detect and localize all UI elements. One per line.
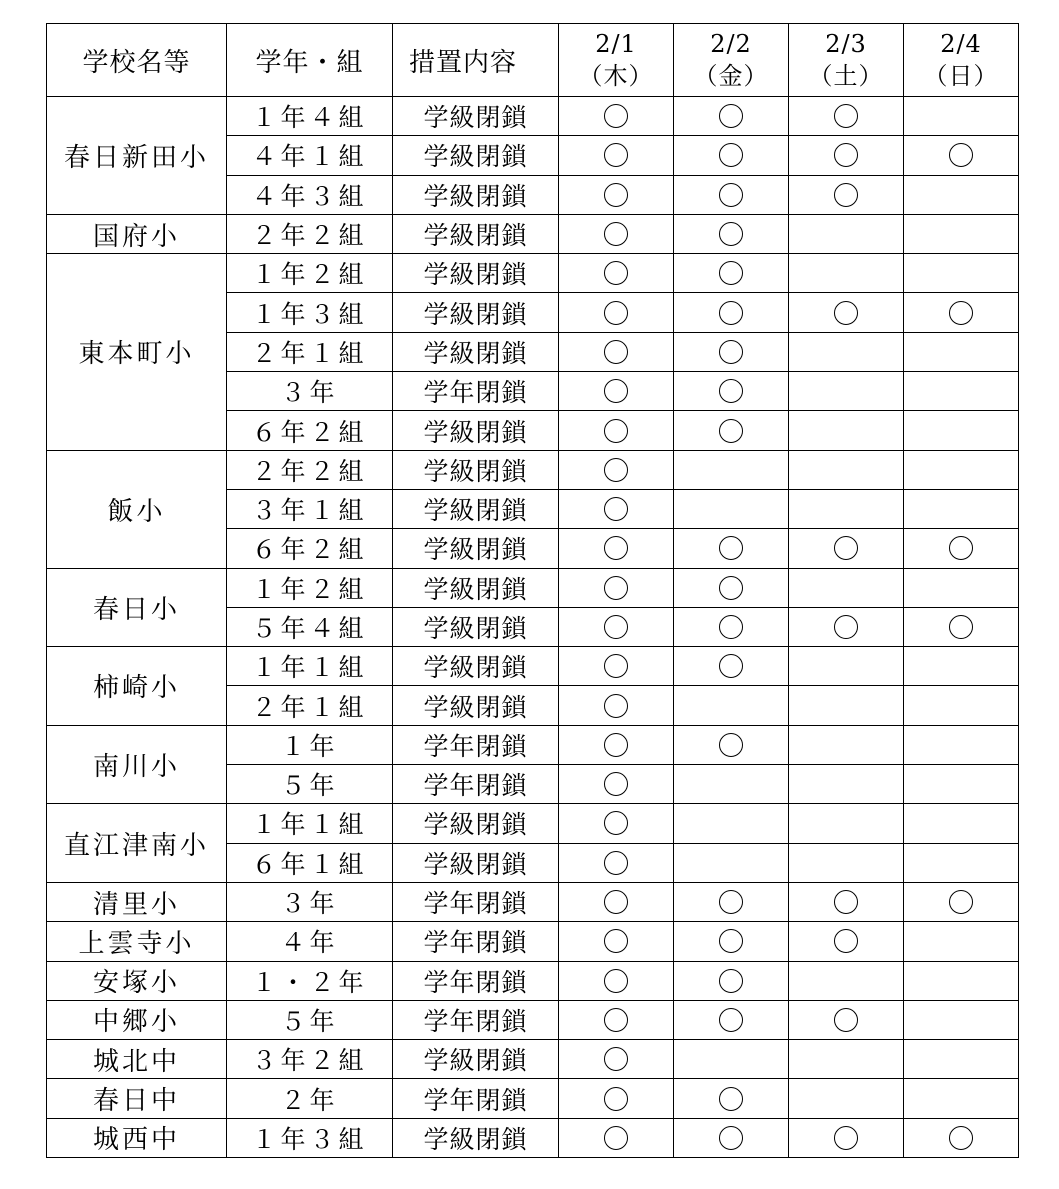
grade-cell: ２年２組 <box>227 450 393 489</box>
measure-cell: 学級閉鎖 <box>393 804 559 843</box>
school-name-cell: 飯小 <box>47 450 227 568</box>
closed-circle-mark <box>604 419 628 443</box>
day-cell <box>559 607 674 646</box>
table-row <box>47 647 1019 686</box>
school-name-cell: 中郷小 <box>47 1000 227 1039</box>
closed-circle-mark <box>949 301 973 325</box>
day-cell <box>789 607 904 646</box>
table-row <box>47 922 1019 961</box>
day-cell <box>674 1000 789 1039</box>
day-cell <box>904 1000 1019 1039</box>
day-cell <box>904 214 1019 253</box>
table-row <box>47 961 1019 1000</box>
closed-circle-mark <box>604 811 628 835</box>
table-row <box>47 804 1019 843</box>
day-cell <box>789 97 904 136</box>
closed-circle-mark <box>719 261 743 285</box>
closed-circle-mark <box>604 1087 628 1111</box>
day-cell <box>789 450 904 489</box>
day-header-3 <box>789 24 904 97</box>
day-cell <box>559 961 674 1000</box>
closed-circle-mark <box>604 1008 628 1032</box>
measure-cell: 学級閉鎖 <box>393 568 559 607</box>
closed-circle-mark <box>949 536 973 560</box>
day-cell <box>674 843 789 882</box>
day-cell <box>674 607 789 646</box>
day-header-2 <box>674 24 789 97</box>
closed-circle-mark <box>719 143 743 167</box>
closed-circle-mark <box>604 576 628 600</box>
day-cell <box>674 961 789 1000</box>
day-cell <box>904 97 1019 136</box>
closed-circle-mark <box>604 340 628 364</box>
day-cell <box>904 489 1019 528</box>
closed-circle-mark <box>719 969 743 993</box>
day-cell <box>559 332 674 371</box>
closed-circle-mark <box>949 143 973 167</box>
day-cell <box>904 961 1019 1000</box>
day-cell <box>789 1079 904 1118</box>
school-name-cell: 城北中 <box>47 1040 227 1079</box>
day-cell <box>559 843 674 882</box>
day-cell <box>559 529 674 568</box>
measure-cell: 学年閉鎖 <box>393 1000 559 1039</box>
closed-circle-mark <box>719 890 743 914</box>
day-cell <box>904 411 1019 450</box>
grade-cell: １・２年 <box>227 961 393 1000</box>
measure-cell: 学年閉鎖 <box>393 1079 559 1118</box>
day-cell <box>674 725 789 764</box>
grade-cell: １年４組 <box>227 97 393 136</box>
closed-circle-mark <box>719 1008 743 1032</box>
day-cell <box>559 1000 674 1039</box>
day-cell <box>904 686 1019 725</box>
closed-circle-mark <box>834 1126 858 1150</box>
school-name-cell: 東本町小 <box>47 254 227 450</box>
table-body <box>47 97 1019 1158</box>
day-cell <box>789 1040 904 1079</box>
table-row <box>47 1000 1019 1039</box>
day-date: 2/3 <box>825 30 867 58</box>
closed-circle-mark <box>604 261 628 285</box>
day-cell <box>559 293 674 332</box>
day-header-1 <box>559 24 674 97</box>
day-weekday: （土） <box>808 62 884 90</box>
school-name-cell: 春日小 <box>47 568 227 647</box>
school-name-cell: 城西中 <box>47 1118 227 1157</box>
day-cell <box>904 725 1019 764</box>
grade-cell: ２年１組 <box>227 332 393 371</box>
closed-circle-mark <box>719 733 743 757</box>
closed-circle-mark <box>719 654 743 678</box>
table-row <box>47 1040 1019 1079</box>
day-cell <box>904 804 1019 843</box>
table-row <box>47 1079 1019 1118</box>
day-cell <box>559 725 674 764</box>
day-cell <box>789 725 904 764</box>
day-cell <box>674 254 789 293</box>
grade-cell: ２年１組 <box>227 686 393 725</box>
closed-circle-mark <box>604 929 628 953</box>
measure-cell: 学級閉鎖 <box>393 411 559 450</box>
closed-circle-mark <box>604 379 628 403</box>
day-cell <box>789 686 904 725</box>
day-cell <box>789 489 904 528</box>
grade-cell: ２年 <box>227 1079 393 1118</box>
day-cell <box>904 922 1019 961</box>
day-date: 2/2 <box>710 30 752 58</box>
measure-cell: 学級閉鎖 <box>393 332 559 371</box>
closed-circle-mark <box>834 301 858 325</box>
day-cell <box>559 372 674 411</box>
closed-circle-mark <box>719 536 743 560</box>
day-cell <box>674 529 789 568</box>
day-cell <box>674 97 789 136</box>
day-cell <box>789 254 904 293</box>
grade-header: 学年・組 <box>227 24 393 97</box>
table-row <box>47 882 1019 921</box>
grade-cell: １年２組 <box>227 254 393 293</box>
grade-cell: ３年１組 <box>227 489 393 528</box>
day-cell <box>789 961 904 1000</box>
grade-cell: １年３組 <box>227 293 393 332</box>
closed-circle-mark <box>834 104 858 128</box>
day-cell <box>789 529 904 568</box>
closed-circle-mark <box>604 890 628 914</box>
day-weekday: （金） <box>693 62 769 90</box>
closed-circle-mark <box>719 301 743 325</box>
measure-cell: 学年閉鎖 <box>393 372 559 411</box>
day-cell <box>674 647 789 686</box>
day-cell <box>559 136 674 175</box>
closed-circle-mark <box>719 379 743 403</box>
day-cell <box>559 804 674 843</box>
day-cell <box>559 1079 674 1118</box>
closed-circle-mark <box>604 851 628 875</box>
day-cell <box>904 765 1019 804</box>
measure-cell: 学年閉鎖 <box>393 882 559 921</box>
measure-cell: 学年閉鎖 <box>393 725 559 764</box>
day-cell <box>559 97 674 136</box>
school-name-cell: 南川小 <box>47 725 227 804</box>
closed-circle-mark <box>719 340 743 364</box>
closed-circle-mark <box>604 1126 628 1150</box>
day-cell <box>904 882 1019 921</box>
measure-cell: 学級閉鎖 <box>393 254 559 293</box>
grade-cell: ６年２組 <box>227 529 393 568</box>
day-cell <box>904 647 1019 686</box>
closed-circle-mark <box>604 222 628 246</box>
day-date: 2/1 <box>595 30 637 58</box>
day-cell <box>789 1000 904 1039</box>
measure-cell: 学級閉鎖 <box>393 293 559 332</box>
table-row <box>47 1118 1019 1157</box>
closed-circle-mark <box>834 1008 858 1032</box>
closed-circle-mark <box>834 143 858 167</box>
day-cell <box>904 450 1019 489</box>
day-cell <box>674 686 789 725</box>
closed-circle-mark <box>604 104 628 128</box>
day-cell <box>904 568 1019 607</box>
day-cell <box>789 332 904 371</box>
grade-cell: １年１組 <box>227 804 393 843</box>
grade-cell: ５年４組 <box>227 607 393 646</box>
closed-circle-mark <box>719 615 743 639</box>
day-cell <box>904 136 1019 175</box>
closed-circle-mark <box>834 536 858 560</box>
day-cell <box>674 765 789 804</box>
day-cell <box>789 922 904 961</box>
measure-cell: 学級閉鎖 <box>393 647 559 686</box>
day-cell <box>559 1040 674 1079</box>
closed-circle-mark <box>604 458 628 482</box>
table-row <box>47 568 1019 607</box>
day-cell <box>789 843 904 882</box>
day-weekday: （木） <box>578 62 654 90</box>
day-cell <box>559 686 674 725</box>
closed-circle-mark <box>604 733 628 757</box>
closed-circle-mark <box>604 615 628 639</box>
closed-circle-mark <box>719 222 743 246</box>
day-cell <box>674 568 789 607</box>
day-cell <box>789 411 904 450</box>
day-cell <box>674 489 789 528</box>
day-cell <box>904 293 1019 332</box>
day-cell <box>559 489 674 528</box>
day-cell <box>904 254 1019 293</box>
closed-circle-mark <box>604 1047 628 1071</box>
grade-cell: ２年２組 <box>227 214 393 253</box>
grade-cell: ３年２組 <box>227 1040 393 1079</box>
day-cell <box>904 607 1019 646</box>
school-name-cell: 国府小 <box>47 214 227 253</box>
closed-circle-mark <box>834 890 858 914</box>
grade-cell: ３年 <box>227 882 393 921</box>
day-cell <box>559 411 674 450</box>
closed-circle-mark <box>604 969 628 993</box>
measure-cell: 学級閉鎖 <box>393 214 559 253</box>
measure-cell: 学級閉鎖 <box>393 607 559 646</box>
day-cell <box>674 1118 789 1157</box>
measure-cell: 学級閉鎖 <box>393 489 559 528</box>
day-cell <box>789 1118 904 1157</box>
day-cell <box>674 450 789 489</box>
table-row <box>47 450 1019 489</box>
day-cell <box>559 765 674 804</box>
table-row <box>47 725 1019 764</box>
closed-circle-mark <box>719 419 743 443</box>
day-cell <box>789 214 904 253</box>
grade-cell: ４年１組 <box>227 136 393 175</box>
measure-cell: 学級閉鎖 <box>393 843 559 882</box>
measure-cell: 学級閉鎖 <box>393 529 559 568</box>
closed-circle-mark <box>604 183 628 207</box>
grade-cell: ６年１組 <box>227 843 393 882</box>
day-header-4 <box>904 24 1019 97</box>
day-cell <box>789 804 904 843</box>
closed-circle-mark <box>604 772 628 796</box>
header-row <box>47 24 1019 97</box>
closed-circle-mark <box>719 576 743 600</box>
closed-circle-mark <box>719 1126 743 1150</box>
day-cell <box>789 136 904 175</box>
school-name-cell: 安塚小 <box>47 961 227 1000</box>
closed-circle-mark <box>834 183 858 207</box>
measure-cell: 学年閉鎖 <box>393 922 559 961</box>
day-weekday: （日） <box>923 62 999 90</box>
measure-cell: 学級閉鎖 <box>393 175 559 214</box>
measure-cell: 学級閉鎖 <box>393 1040 559 1079</box>
grade-cell: ５年 <box>227 1000 393 1039</box>
day-cell <box>559 1118 674 1157</box>
day-cell <box>674 882 789 921</box>
closed-circle-mark <box>604 694 628 718</box>
grade-cell: １年１組 <box>227 647 393 686</box>
grade-cell: ４年 <box>227 922 393 961</box>
day-cell <box>904 1079 1019 1118</box>
closed-circle-mark <box>604 143 628 167</box>
day-cell <box>674 411 789 450</box>
day-cell <box>789 372 904 411</box>
grade-cell: ３年 <box>227 372 393 411</box>
school-header: 学校名等 <box>47 24 227 97</box>
day-cell <box>674 1079 789 1118</box>
day-cell <box>789 568 904 607</box>
day-cell <box>559 450 674 489</box>
closed-circle-mark <box>834 929 858 953</box>
day-cell <box>674 372 789 411</box>
day-cell <box>904 332 1019 371</box>
day-cell <box>559 882 674 921</box>
measure-cell: 学年閉鎖 <box>393 765 559 804</box>
school-name-cell: 柿崎小 <box>47 647 227 726</box>
day-cell <box>904 843 1019 882</box>
day-cell <box>674 293 789 332</box>
school-name-cell: 春日中 <box>47 1079 227 1118</box>
measure-cell: 学級閉鎖 <box>393 97 559 136</box>
table-row <box>47 254 1019 293</box>
measure-cell: 学級閉鎖 <box>393 450 559 489</box>
closed-circle-mark <box>604 497 628 521</box>
day-cell <box>674 175 789 214</box>
day-cell <box>559 254 674 293</box>
school-name-cell: 上雲寺小 <box>47 922 227 961</box>
measure-cell: 学級閉鎖 <box>393 686 559 725</box>
day-cell <box>559 568 674 607</box>
grade-cell: ４年３組 <box>227 175 393 214</box>
day-cell <box>904 1040 1019 1079</box>
grade-cell: ５年 <box>227 765 393 804</box>
day-cell <box>789 882 904 921</box>
grade-cell: １年 <box>227 725 393 764</box>
grade-cell: １年３組 <box>227 1118 393 1157</box>
day-cell <box>559 922 674 961</box>
closed-circle-mark <box>719 929 743 953</box>
day-cell <box>789 647 904 686</box>
day-cell <box>674 804 789 843</box>
day-cell <box>789 293 904 332</box>
closed-circle-mark <box>719 183 743 207</box>
day-cell <box>904 175 1019 214</box>
table-row <box>47 214 1019 253</box>
day-date: 2/4 <box>940 30 982 58</box>
day-cell <box>559 647 674 686</box>
measure-cell: 学級閉鎖 <box>393 1118 559 1157</box>
measure-header: 措置内容 <box>393 24 559 97</box>
closure-table <box>46 23 1019 1158</box>
grade-cell: １年２組 <box>227 568 393 607</box>
closed-circle-mark <box>949 890 973 914</box>
school-name-cell: 清里小 <box>47 882 227 921</box>
school-name-cell: 春日新田小 <box>47 97 227 215</box>
table-row <box>47 97 1019 136</box>
closed-circle-mark <box>604 536 628 560</box>
day-cell <box>674 332 789 371</box>
day-cell <box>904 1118 1019 1157</box>
measure-cell: 学級閉鎖 <box>393 136 559 175</box>
day-cell <box>789 175 904 214</box>
day-cell <box>674 136 789 175</box>
day-cell <box>904 372 1019 411</box>
day-cell <box>674 922 789 961</box>
day-cell <box>789 765 904 804</box>
closed-circle-mark <box>719 1087 743 1111</box>
measure-cell: 学年閉鎖 <box>393 961 559 1000</box>
day-cell <box>559 214 674 253</box>
closed-circle-mark <box>604 301 628 325</box>
closed-circle-mark <box>949 1126 973 1150</box>
grade-cell: ６年２組 <box>227 411 393 450</box>
school-name-cell: 直江津南小 <box>47 804 227 883</box>
closed-circle-mark <box>719 104 743 128</box>
closed-circle-mark <box>604 654 628 678</box>
day-cell <box>674 1040 789 1079</box>
day-cell <box>674 214 789 253</box>
closed-circle-mark <box>834 615 858 639</box>
day-cell <box>559 175 674 214</box>
closed-circle-mark <box>949 615 973 639</box>
day-cell <box>904 529 1019 568</box>
